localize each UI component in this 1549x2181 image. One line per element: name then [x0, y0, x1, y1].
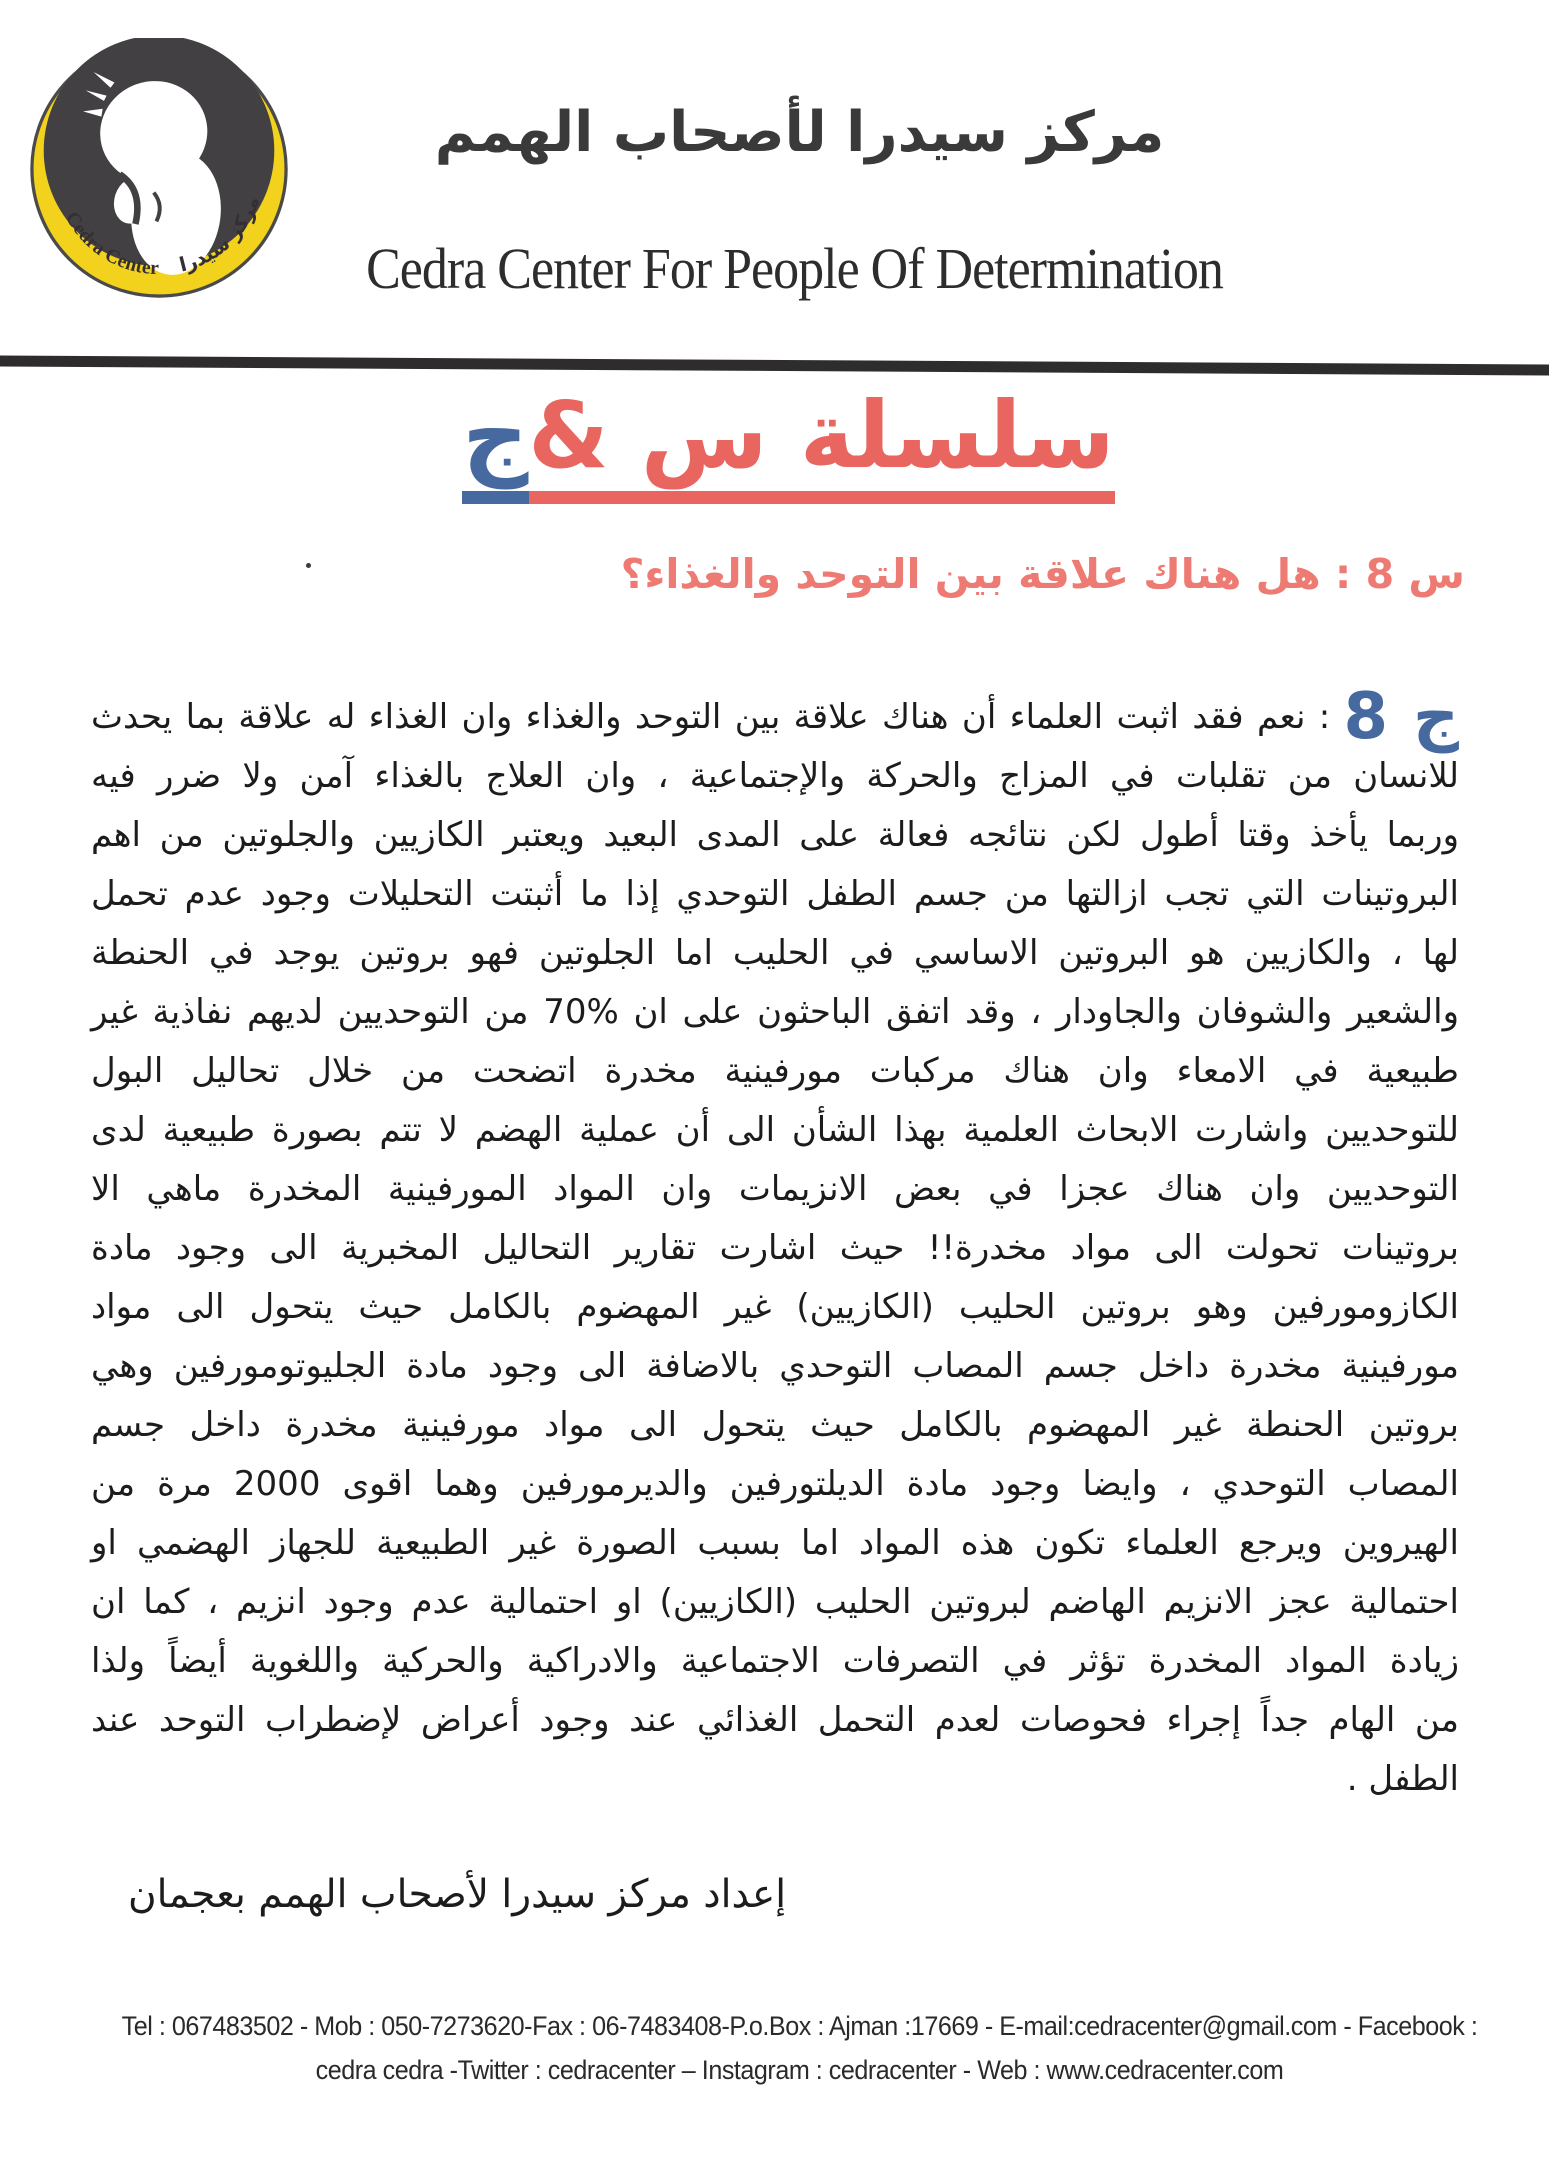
- answer-line: طبيعية في الامعاء وان هناك مركبات مورفينية مخدرة اتضحت من خلال تحاليل البول: [91, 1051, 1459, 1091]
- answer-line: بروتينات تحولت الى مواد مخدرة!! حيث اشارت تقارير التحاليل المخبرية الى وجود مادة: [91, 1228, 1459, 1268]
- answer-line: البروتينات التي تجب ازالتها من جسم الطفل التوحدي إذا ما أثبتت التحليلات وجود عدم تحمل: [91, 874, 1459, 914]
- contact-footer-line2: cedra cedra -Twitter : cedracenter – Instagram : cedracenter - Web : www.cedracenter.com: [315, 2055, 1284, 2085]
- scan-artifact-dot: [306, 563, 311, 568]
- answer-line: للانسان من تقلبات في المزاج والحركة والإجتماعية ، وان العلاج بالغذاء آمن ولا ضرر فيه: [91, 756, 1459, 796]
- answer-line: الطفل .: [1346, 1759, 1459, 1799]
- answer-line: مورفينية مخدرة داخل جسم المصاب التوحدي بالاضافة الى وجود مادة الجليوتومورفين وهي: [91, 1346, 1459, 1386]
- answer-line: الهيروين ويرجع العلماء تكون هذه المواد اما بسبب الصورة غير الطبيعية للجهاز الهضمي او: [91, 1523, 1459, 1563]
- contact-footer-line1: Tel : 067483502 - Mob : 050-7273620-Fax : 06-7483408-P.o.Box : Ajman :17669 - E-mail:cedracenter@gmail.com - Facebook :: [121, 2011, 1478, 2041]
- answer-line: [91, 680, 1460, 754]
- center-name-arabic: مركز سيدرا لأصحاب الهمم: [434, 100, 1165, 165]
- contact-footer: [79, 2004, 1520, 2092]
- answer-line: زيادة المواد المخدرة تؤثر في التصرفات الاجتماعية والادراكية والحركية واللغوية أيضاً ولذا: [91, 1641, 1459, 1681]
- logo-arabic-ring-text: مركز سيدرا: [176, 193, 265, 277]
- answer-line: بروتين الحنطة غير المهضوم بالكامل حيث يتحول الى مواد مورفينية مخدرة داخل جسم: [91, 1405, 1459, 1445]
- answer-line: التوحديين وان هناك عجزا في بعض الانزيمات وان المواد المورفينية المخدرة ماهي الا: [91, 1169, 1459, 1209]
- answer-line: احتمالية عجز الانزيم الهاضم لبروتين الحليب (الكازيين) او احتمالية عدم وجود انزيم ، كما ان: [91, 1582, 1459, 1622]
- header-divider-bar: [0, 356, 1549, 376]
- prepared-by-line: إعداد مركز سيدرا لأصحاب الهمم بعجمان: [128, 1872, 787, 1917]
- answer-line: من الهام جداً إجراء فحوصات لعدم التحمل الغذائي عند وجود أعراض لإضطراب التوحد عند: [91, 1700, 1459, 1740]
- series-title: [14, 382, 1549, 489]
- question-8-text: س 8 : هل هناك علاقة بين التوحد والغذاء؟: [620, 550, 1465, 598]
- series-title-blue-part: ج: [462, 382, 528, 504]
- logo-english-ring-text: Cedra Center: [60, 207, 160, 280]
- answer-line: وربما يأخذ وقتا أطول لكن نتائجه فعالة على المدى البعيد ويعتبر الكازيين والجلوتين من اهم: [91, 815, 1459, 855]
- answer-line: الكازومورفين وهو بروتين الحليب (الكازيين) غير المهضوم بالكامل حيث يتحول الى مواد: [91, 1287, 1459, 1327]
- answer-line: والشعير والشوفان والجاودار ، وقد اتفق الباحثون على ان %70 من التوحديين لديهم نفاذية غير: [91, 992, 1459, 1032]
- answer-number-blue: ج 8: [1343, 680, 1460, 754]
- answer-line: المصاب التوحدي ، وايضا وجود مادة الديلتورفين والديرمورفين وهما اقوى 2000 مرة من: [91, 1464, 1459, 1504]
- answer-line: للتوحديين واشارت الابحاث العلمية بهذا الشأن الى أن عملية الهضم لا تتم بصورة طبيعية لدى: [91, 1110, 1459, 1150]
- series-title-red-part: سلسلة س &: [529, 382, 1115, 504]
- answer-line: لها ، والكازيين هو البروتين الاساسي في الحليب اما الجلوتين فهو بروتين يوجد في الحنطة: [91, 933, 1459, 973]
- center-name-english: Cedra Center For People Of Determination: [366, 237, 1223, 302]
- answer-line-text: : نعم فقد اثبت العلماء أن هناك علاقة بين التوحد والغذاء وان الغذاء له علاقة بما يحدث: [91, 697, 1344, 737]
- answer-paragraph: [91, 680, 1460, 1809]
